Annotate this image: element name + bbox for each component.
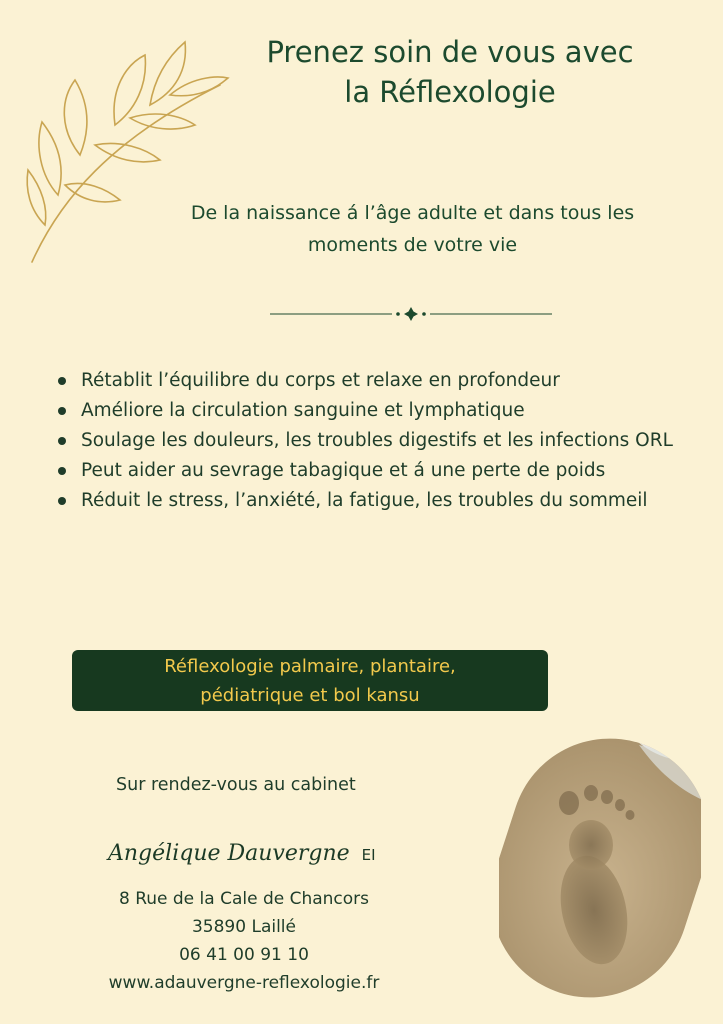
page-title bbox=[200, 32, 700, 112]
phone-number: 06 41 00 91 10 bbox=[179, 945, 309, 965]
subtitle-line-1: De la naissance á l’âge adulte et dans tous les bbox=[190, 202, 635, 224]
website-link[interactable]: www.adauvergne-reflexologie.fr bbox=[108, 973, 380, 993]
address-city: 35890 Laillé bbox=[191, 917, 296, 937]
practitioner-name bbox=[108, 841, 376, 866]
list-item: Réduit le stress, l’anxiété, la fatigue, les troubles du sommeil bbox=[54, 486, 680, 516]
address-street: 8 Rue de la Cale de Chancors bbox=[118, 889, 370, 909]
services-banner bbox=[72, 650, 548, 711]
practitioner-suffix: EI bbox=[361, 846, 376, 864]
footprint-in-sand-photo bbox=[499, 735, 701, 1001]
banner-line-2: pédiatrique et bol kansu bbox=[200, 685, 420, 706]
benefits-list bbox=[54, 366, 680, 516]
title-line-1: Prenez soin de vous avec bbox=[266, 35, 634, 69]
list-item: Rétablit l’équilibre du corps et relaxe en profondeur bbox=[54, 366, 680, 396]
list-item: Améliore la circulation sanguine et lymphatique bbox=[54, 396, 680, 426]
subtitle bbox=[140, 197, 685, 261]
practitioner-name-text: Angélique Dauvergne bbox=[108, 841, 350, 866]
banner-line-1: Réflexologie palmaire, plantaire, bbox=[164, 656, 456, 677]
subtitle-line-2: moments de votre vie bbox=[307, 234, 518, 256]
list-item: Peut aider au sevrage tabagique et á une perte de poids bbox=[54, 456, 680, 486]
title-line-2: la Réflexologie bbox=[344, 75, 556, 109]
sparkle-divider-icon bbox=[270, 306, 552, 322]
appointment-note: Sur rendez-vous au cabinet bbox=[116, 775, 356, 795]
list-item: Soulage les douleurs, les troubles digestifs et les infections ORL bbox=[54, 426, 680, 456]
contact-block bbox=[84, 885, 404, 997]
